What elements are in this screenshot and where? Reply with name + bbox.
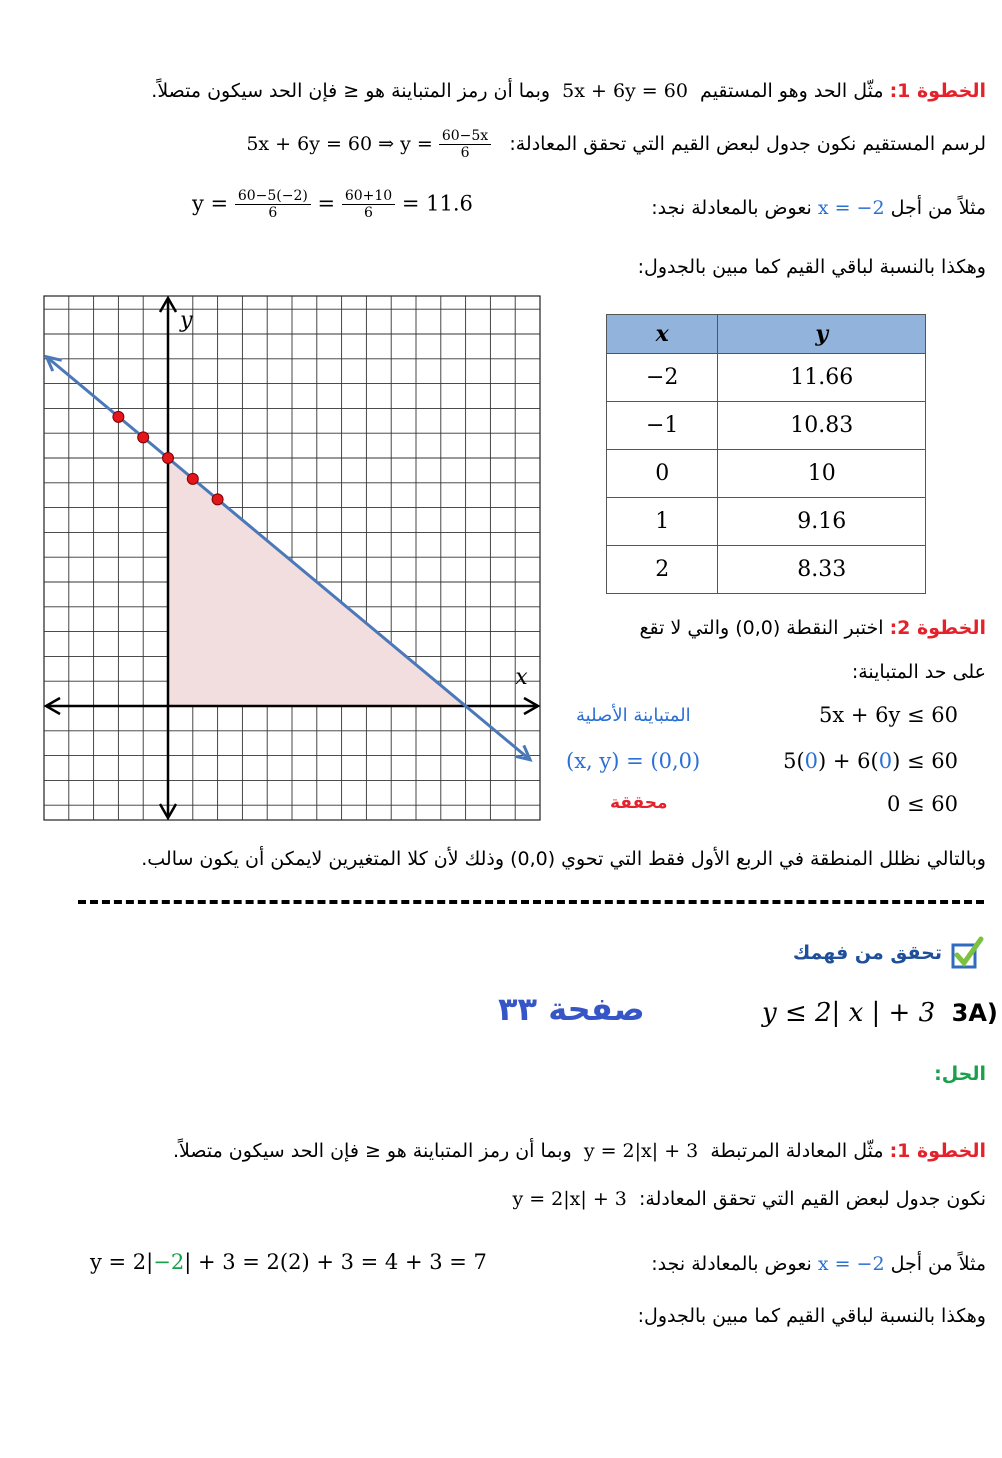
step2-text-b: على حد المتباينة:: [851, 661, 986, 683]
problem-equation: y ≤ 2| x | + 3: [762, 998, 936, 1028]
test-row1-equation: 5x + 6y ≤ 60: [818, 703, 958, 727]
table-caption-line: [638, 256, 986, 278]
x-axis-label: x: [515, 665, 528, 690]
test-row2-equation: 5(0) + 6(0) ≤ 60: [783, 749, 958, 773]
table-row: [607, 402, 926, 450]
step2-line-b: [852, 661, 986, 683]
step1-equation: 5x + 6y = 60: [562, 80, 688, 102]
solution-label: الحل:: [934, 1063, 986, 1085]
solution-line: [934, 1063, 986, 1085]
s2-table-caption: وهكذا بالنسبة لباقي القيم كما مبين بالجدول:: [637, 1305, 986, 1327]
cell-x: 0: [607, 450, 718, 498]
step2-text-a: اختبر النقطة (0,0) والتي لا تقع: [639, 617, 884, 639]
table-row: [607, 546, 926, 594]
cell-y: 10: [718, 450, 926, 498]
s2-computation: [90, 1250, 487, 1274]
computation-y: y =: [192, 191, 229, 216]
step1-label: الخطوة 1:: [889, 80, 986, 102]
problem-3a: [762, 998, 998, 1028]
conclusion-text: وبالتالي نظلل المنطقة في الربع الأول فقط التي تحوي (0,0) وذلك لأن كلا المتغيرين لايمكن أن يكون سالب.: [141, 848, 986, 870]
example-x-value: x = −2: [817, 197, 885, 219]
cell-x: 2: [607, 546, 718, 594]
inequality-graph: [0, 0, 560, 830]
rearranged-equation-left: 5x + 6y = 60 ⇒ y =: [246, 133, 433, 155]
computation-fraction-2-numerator: 60+10: [342, 188, 395, 205]
cell-y: 9.16: [718, 498, 926, 546]
computation-result: = 11.6: [401, 191, 473, 216]
s2-computation-b: | + 3 = 2(2) + 3 = 4 + 3 = 7: [184, 1250, 487, 1274]
s2-example-text-b: نعوض بالمعادلة نجد:: [651, 1253, 812, 1275]
s2-computation-green: −2: [153, 1250, 185, 1274]
table-intro-text: لرسم المستقيم نكون جدول لبعض القيم التي تحقق المعادلة:: [509, 133, 986, 155]
computation-fraction-2-denominator: 6: [364, 205, 373, 221]
problem-label: 3A): [951, 999, 998, 1027]
cell-x: 1: [607, 498, 718, 546]
example-text-b: نعوض بالمعادلة نجد:: [651, 197, 812, 219]
values-table-header: [607, 315, 926, 354]
s2-computation-a: y = 2|: [90, 1250, 154, 1274]
table-point: [212, 494, 223, 505]
s2-table-intro-equation: y = 2|x| + 3: [512, 1188, 627, 1210]
step2-line: [639, 617, 986, 639]
cell-y: 8.33: [718, 546, 926, 594]
grid-lines: [44, 296, 540, 820]
table-point: [187, 473, 198, 484]
example-substitution-line: [651, 197, 986, 219]
table-point: [113, 411, 124, 422]
checkbox-check-icon: [950, 936, 984, 970]
s2-step1-text-a: مثّل المعادلة المرتبطة: [710, 1140, 884, 1162]
cell-x: −1: [607, 402, 718, 450]
s2-step1-text-b: وبما أن رمز المتباينة هو ≤ فإن الحد سيكون متصلاً.: [172, 1140, 572, 1162]
step1-text-b: وبما أن رمز المتباينة هو ≤ فإن الحد سيكون متصلاً.: [151, 80, 551, 102]
computation-fraction-1-numerator: 60−5(−2): [235, 188, 311, 205]
cell-y: 10.83: [718, 402, 926, 450]
s2-example-x-value: x = −2: [817, 1253, 885, 1275]
s2-table-caption-line: [638, 1305, 986, 1327]
page-reference: صفحة ٣٣: [498, 990, 645, 1028]
values-table: [606, 314, 926, 594]
header-y: y: [718, 315, 926, 354]
conclusion-line: [141, 848, 986, 870]
computation-fraction-1-denominator: 6: [268, 205, 278, 221]
fraction-numerator: 60−5x: [439, 128, 491, 145]
table-row: [607, 498, 926, 546]
cell-y: 11.66: [718, 354, 926, 402]
s2-example-line: [651, 1253, 986, 1275]
test-row2-note: (x, y) = (0,0): [566, 749, 701, 773]
section-divider: [78, 900, 984, 904]
table-caption: وهكذا بالنسبة لباقي القيم كما مبين بالجدول:: [637, 256, 986, 278]
s2-step1-line: [173, 1140, 986, 1162]
table-row: [607, 450, 926, 498]
substitution-computation: y = $\frac{60-5(-2)}{6}$ = $\frac{60+10}{6}$ = 11.6: [192, 188, 473, 221]
table-point: [163, 453, 174, 464]
test-row1-note: المتباينة الأصلية: [576, 705, 691, 726]
example-text-a: مثلاً من أجل: [890, 197, 986, 219]
s2-example-text-a: مثلاً من أجل: [890, 1253, 986, 1275]
step1-text-a: مثّل الحد وهو المستقيم: [700, 80, 884, 102]
cell-x: −2: [607, 354, 718, 402]
table-row: [607, 354, 926, 402]
header-x: x: [607, 315, 718, 354]
s2-table-intro-text: نكون جدول لبعض القيم التي تحقق المعادلة:: [638, 1188, 986, 1210]
s2-step1-label: الخطوة 1:: [889, 1140, 986, 1162]
check-header: [793, 936, 984, 970]
test-row3-equation: 0 ≤ 60: [886, 792, 958, 816]
test-row3-note: محققة: [610, 793, 668, 813]
check-title: تحقق من فهمك: [792, 942, 942, 964]
step2-label: الخطوة 2:: [889, 617, 986, 639]
y-axis-label: y: [180, 308, 193, 334]
s2-step1-equation: y = 2|x| + 3: [583, 1140, 699, 1162]
fraction-denominator: 6: [460, 145, 470, 161]
s2-table-intro-line: [512, 1188, 986, 1210]
table-point: [138, 432, 149, 443]
